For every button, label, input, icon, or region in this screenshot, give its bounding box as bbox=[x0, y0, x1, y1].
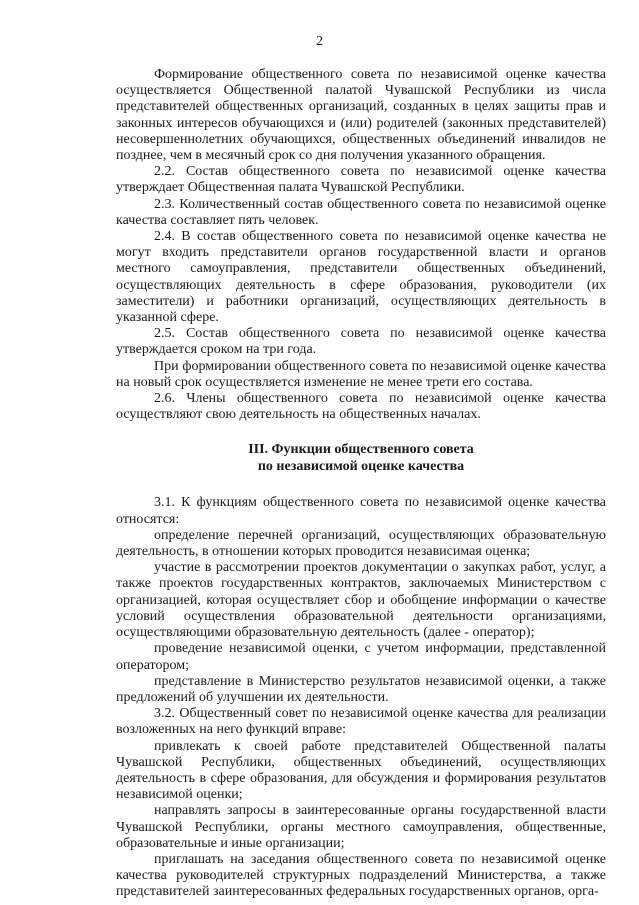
page-number: 2 bbox=[316, 34, 323, 49]
list-item-define-lists: определение перечней организаций, осуществляющих образовательную деятельность, в отношении которых проводится независимая оценка; bbox=[116, 527, 606, 560]
paragraph-2-2: 2.2. Состав общественного совета по независимой оценке качества утверждает Общественная палата Чувашской Республики. bbox=[116, 164, 606, 196]
list-item-procurement-review: участие в рассмотрении проектов документации о закупках работ, услуг, а также проектов государственных контрактов, заключаемых Министерством с организацией, которая осуществляет сбор и обобщение информации о качестве условий осуществления образовательной деятельности организациями, осуществляющими образовательную деятельность (далее - оператор); bbox=[116, 560, 606, 641]
paragraph-3-2: 3.2. Общественный совет по независимой оценке качества для реализации возложенных на него функций вправе: bbox=[116, 706, 606, 738]
section-heading bbox=[116, 441, 606, 475]
paragraph-new-term: При формировании общественного совета по независимой оценке качества на новый срок осуществляется изменение не менее трети его состава. bbox=[116, 358, 606, 390]
section-heading-line-2: по независимой оценке качества bbox=[257, 459, 465, 475]
list-item-submit-results: представление в Министерство результатов независимой оценки, а также предложений об улучшении их деятельности. bbox=[116, 673, 606, 705]
paragraph-2-6: 2.6. Члены общественного совета по независимой оценке качества осуществляют свою деятельность на общественных началах. bbox=[116, 391, 606, 423]
section-heading-line-1: III. Функции общественного совета bbox=[248, 442, 474, 458]
paragraph-2-5: 2.5. Состав общественного совета по независимой оценке качества утверждается сроком на три года. bbox=[116, 326, 606, 358]
list-item-send-requests: направлять запросы в заинтересованные органы государственной власти Чувашской Республики, органы местного самоуправления, общественные, образовательные и иные организации; bbox=[116, 803, 606, 851]
paragraph-2-3: 2.3. Количественный состав общественного совета по независимой оценке качества составляет пять человек. bbox=[116, 196, 606, 228]
list-item-involve-representatives: привлекать к своей работе представителей Общественной палаты Чувашской Республики, общественных объединений, осуществляющих деятельность в сфере образования, для обсуждения и формирования результатов независимой оценки; bbox=[116, 738, 606, 803]
paragraph-3-1: 3.1. К функциям общественного совета по независимой оценке качества относятся: bbox=[116, 495, 606, 527]
list-item-invite-officials: приглашать на заседания общественного совета по независимой оценке качества руководителей структурных подразделений Министерства, а также представителей заинтересованных федеральных государственных органов, орга- bbox=[116, 851, 606, 900]
paragraph-2-4: 2.4. В состав общественного совета по независимой оценке качества не могут входить представители органов государственной власти и органов местного самоуправления, представители общественных объединений, осуществляющих деятельность в сфере образования, руководители (их заместители) и работники организаций, осуществляющих деятельность в указанной сфере. bbox=[116, 229, 606, 326]
paragraph-council-formation: Формирование общественного совета по независимой оценке качества осуществляется Общественной палатой Чувашской Республики из числа представителей общественных организаций, созданных в целях защиты прав и законных интересов обучающихся и (или) родителей (законных представителей) несовершеннолетних обучающихся, общественных объединений инвалидов не позднее, чем в месячный срок со дня получения указанного обращения. bbox=[116, 67, 606, 164]
list-item-conduct-assessment: проведение независимой оценки, с учетом информации, представленной оператором; bbox=[116, 641, 606, 673]
document-body bbox=[116, 67, 606, 901]
